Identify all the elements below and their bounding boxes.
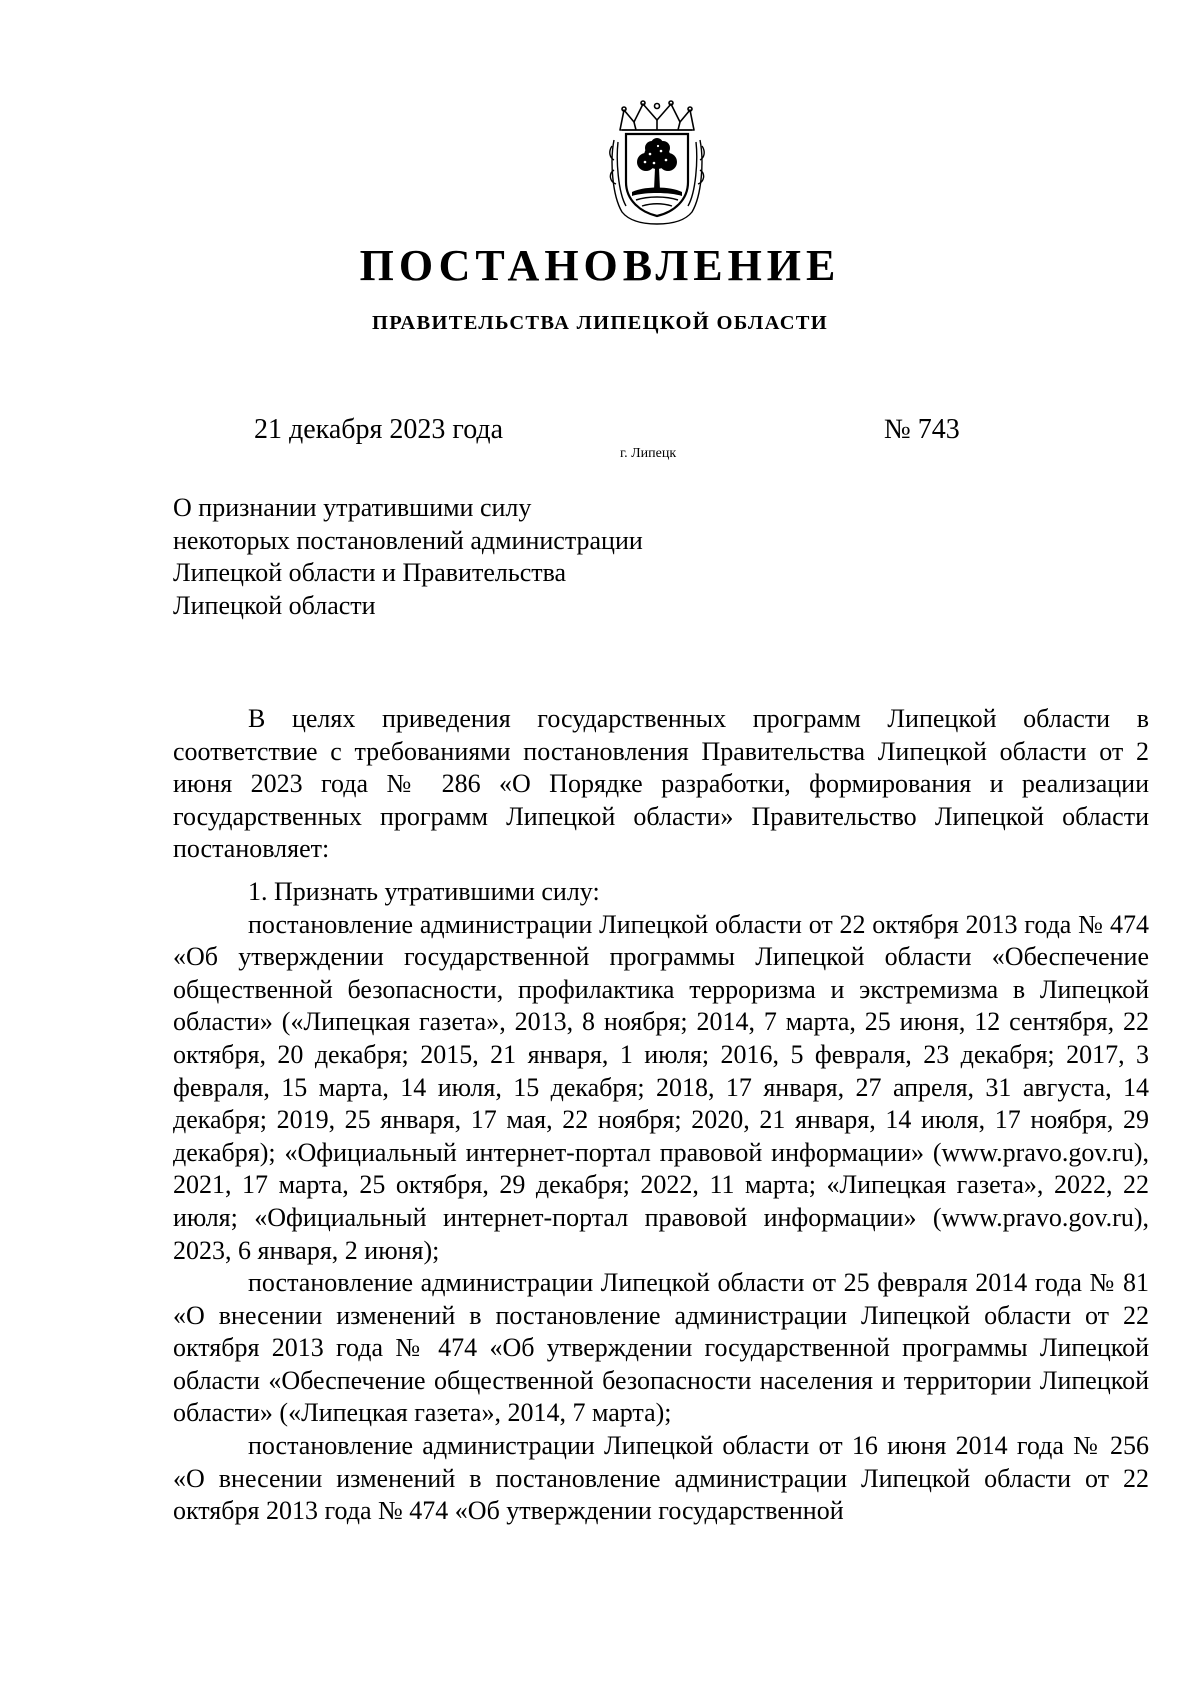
subject-line: Липецкой области bbox=[173, 590, 376, 620]
document-date: 21 декабря 2023 года bbox=[254, 414, 504, 445]
subject-line: некоторых постановлений администрации bbox=[173, 525, 643, 555]
body-paragraph: постановление администрации Липецкой области от 25 февраля 2014 года № 81 «О внесении изменений в постановление администрации Липецкой области от 22 октября 2013 года № 474 «Об утверждении государственной программы Липецкой области «Обеспечение общественной безопасности населения и территории Липецкой области» («Липецкая газета», 2014, 7 марта); bbox=[173, 1268, 1149, 1428]
document-subject bbox=[173, 492, 733, 622]
subject-line: Липецкой области и Правительства bbox=[173, 558, 567, 588]
document-number: № 743 bbox=[884, 414, 960, 445]
document-body bbox=[173, 703, 1149, 1528]
item-heading: 1. Признать утратившими силу: bbox=[248, 876, 600, 906]
document-issuer: ПРАВИТЕЛЬСТВА ЛИПЕЦКОЙ ОБЛАСТИ bbox=[371, 312, 829, 334]
lipetsk-coat-of-arms-icon bbox=[608, 100, 706, 225]
document-city: г. Липецк bbox=[620, 446, 677, 461]
preamble-paragraph: В целях приведения государственных программ Липецкой области в соответствие с требованиями постановления Правительства Липецкой области от 2 июня 2023 года № 286 «О Порядке разработки, формирования и реализации государственных программ Липецкой области» Правительство Липецкой области постановляет: bbox=[173, 704, 1149, 864]
body-paragraph: постановление администрации Липецкой области от 22 октября 2013 года № 474 «Об утверждении государственной программы Липецкой области «Обеспечение общественной безопасности, профилактика терроризма и экстремизма в Липецкой области» («Липецкая газета», 2013, 8 ноября; 2014, 7 марта, 25 июня, 12 сентября, 22 октября, 20 декабря; 2015, 21 января, 1 июля; 2016, 5 февраля, 23 декабря; 2017, 3 февраля, 15 марта, 14 июля, 15 декабря; 2018, 17 января, 27 апреля, 31 августа, 14 декабря; 2019, 25 января, 17 мая, 22 ноября; 2020, 21 января, 14 июля, 17 ноября, 29 декабря); «Официальный интернет-портал правовой информации» (www.pravo.gov.ru), 2021, 17 марта, 25 октября, 29 декабря; 2022, 11 марта; «Липецкая газета», 2022, 22 июля; «Официальный интернет-портал правовой информации» (www.pravo.gov.ru), 2023, 6 января, 2 июня); bbox=[173, 909, 1149, 1265]
subject-line: О признании утратившими силу bbox=[173, 493, 532, 522]
body-paragraph: постановление администрации Липецкой области от 16 июня 2014 года № 256 «О внесении изменений в постановление администрации Липецкой области от 22 октября 2013 года № 474 «Об утверждении государственной bbox=[173, 1431, 1149, 1526]
document-title: ПОСТАНОВЛЕНИЕ bbox=[359, 241, 841, 290]
